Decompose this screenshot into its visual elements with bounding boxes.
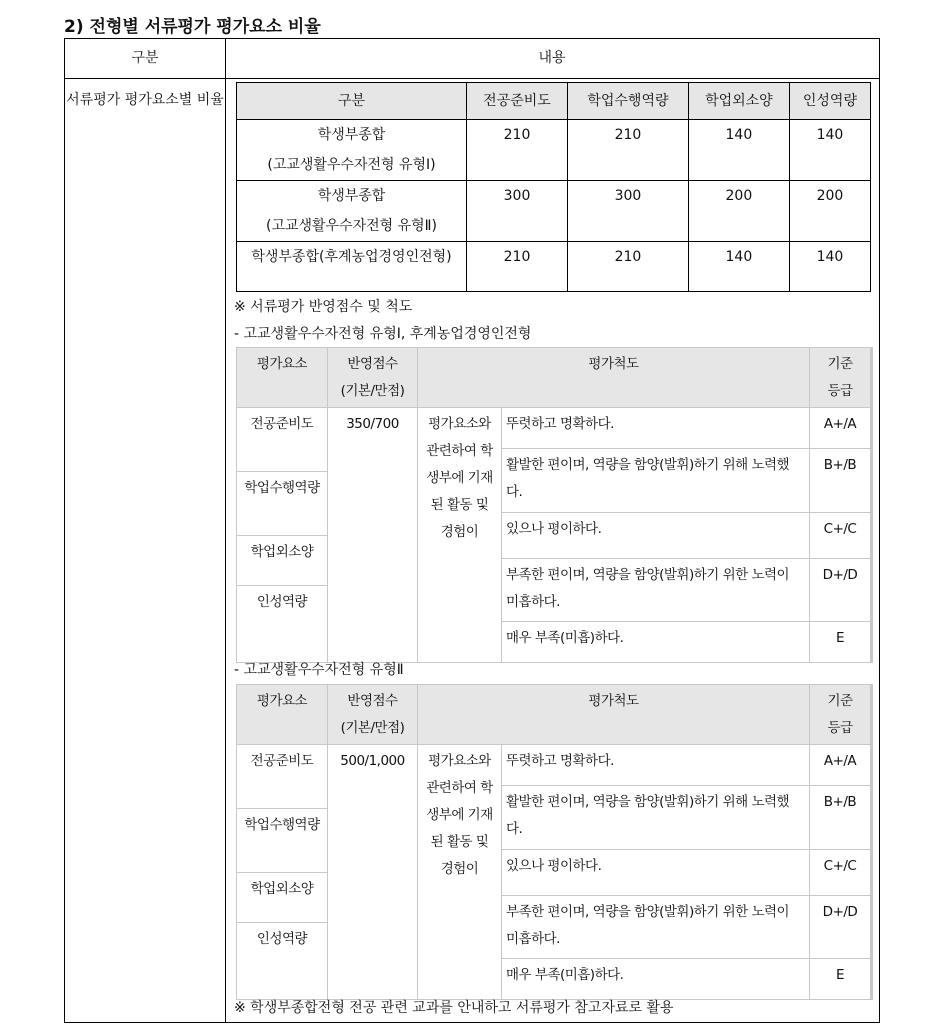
ratio-header: 학업수행역량 bbox=[567, 83, 688, 120]
grade-cell: E bbox=[810, 959, 870, 999]
grade-cell: B+/B bbox=[810, 449, 870, 512]
element-cell: 학업수행역량 bbox=[237, 472, 327, 535]
ratio-cell: 210 bbox=[467, 242, 568, 292]
grade-cell: C+/C bbox=[810, 513, 870, 558]
header-grade-sub: 등급 bbox=[827, 383, 853, 399]
scale-table-type1 bbox=[236, 347, 873, 663]
row-sub: (고교생활우수자전형 유형Ⅱ) bbox=[265, 218, 438, 234]
ratio-header: 인성역량 bbox=[789, 83, 870, 120]
note-scale: ※ 서류평가 반영점수 및 척도 bbox=[234, 299, 413, 315]
header-grade-text: 기준 bbox=[827, 693, 853, 709]
header-score-sub: (기본/만점) bbox=[340, 720, 405, 736]
outer-header-content: 내용 bbox=[225, 39, 879, 79]
ratio-cell: 210 bbox=[567, 120, 688, 181]
ratio-header: 구분 bbox=[237, 83, 467, 120]
ratio-cell: 300 bbox=[467, 181, 568, 242]
criteria-cell: 부족한 편이며, 역량을 함양(발휘)하기 위한 노력이 미흡하다. bbox=[502, 559, 809, 621]
element-cell: 인성역량 bbox=[237, 586, 327, 662]
criteria-cell: 활발한 편이며, 역량을 함양(발휘)하기 위해 노력했다. bbox=[502, 449, 809, 512]
grade-cell: C+/C bbox=[810, 850, 870, 895]
header-grade-text: 기준 bbox=[827, 356, 853, 372]
table-row bbox=[237, 120, 871, 181]
header-score bbox=[328, 685, 417, 744]
element-cell: 전공준비도 bbox=[237, 408, 327, 471]
divider bbox=[225, 39, 226, 1022]
element-cell: 전공준비도 bbox=[237, 745, 327, 808]
header-grade bbox=[810, 685, 870, 744]
element-cell: 학업외소양 bbox=[237, 873, 327, 922]
ratio-cell: 200 bbox=[688, 181, 789, 242]
criteria-cell: 매우 부족(미흡)하다. bbox=[502, 959, 809, 999]
ratio-row-label bbox=[237, 120, 467, 181]
row-sub: (고교생활우수자전형 유형Ⅰ) bbox=[267, 157, 436, 173]
subheading-type1: - 고교생활우수자전형 유형Ⅰ, 후계농업경영인전형 bbox=[234, 326, 532, 342]
ratio-cell: 140 bbox=[789, 242, 870, 292]
criteria-cell: 매우 부족(미흡)하다. bbox=[502, 622, 809, 662]
criteria-cell: 부족한 편이며, 역량을 함양(발휘)하기 위한 노력이 미흡하다. bbox=[502, 896, 809, 958]
ratio-table bbox=[236, 82, 871, 292]
section-title: 2) 전형별 서류평가 평가요소 비율 bbox=[64, 17, 321, 37]
criteria-cell: 뚜렷하고 명확하다. bbox=[502, 408, 809, 448]
header-scale: 평가척도 bbox=[418, 685, 809, 744]
subheading-type2: - 고교생활우수자전형 유형Ⅱ bbox=[234, 662, 404, 678]
header-scale: 평가척도 bbox=[418, 348, 809, 407]
header-element: 평가요소 bbox=[237, 685, 327, 744]
basis-cell: 평가요소와 관련하여 학생부에 기재된 활동 및 경험이 bbox=[418, 745, 501, 999]
ratio-header: 학업외소양 bbox=[688, 83, 789, 120]
header-grade-sub: 등급 bbox=[827, 720, 853, 736]
row-name: 학생부종합 bbox=[317, 188, 386, 204]
row-name: 학생부종합 bbox=[317, 127, 386, 143]
outer-header-category: 구분 bbox=[65, 39, 225, 79]
header-score-text: 반영점수 bbox=[347, 693, 398, 709]
ratio-row-label bbox=[237, 181, 467, 242]
element-cell: 학업수행역량 bbox=[237, 809, 327, 872]
header-score bbox=[328, 348, 417, 407]
row-label: 서류평가 평가요소별 비율 bbox=[66, 92, 224, 108]
ratio-cell: 140 bbox=[688, 242, 789, 292]
criteria-cell: 있으나 평이하다. bbox=[502, 513, 809, 558]
header-element: 평가요소 bbox=[237, 348, 327, 407]
ratio-cell: 300 bbox=[567, 181, 688, 242]
grade-cell: B+/B bbox=[810, 786, 870, 849]
criteria-cell: 활발한 편이며, 역량을 함양(발휘)하기 위해 노력했다. bbox=[502, 786, 809, 849]
ratio-cell: 200 bbox=[789, 181, 870, 242]
header-grade bbox=[810, 348, 870, 407]
element-cell: 인성역량 bbox=[237, 923, 327, 999]
grade-cell: D+/D bbox=[810, 896, 870, 958]
scale-table-type2 bbox=[236, 684, 873, 1000]
score-cell: 500/1,000 bbox=[328, 745, 417, 999]
header-score-text: 반영점수 bbox=[347, 356, 398, 372]
grade-cell: A+/A bbox=[810, 745, 870, 785]
criteria-cell: 뚜렷하고 명확하다. bbox=[502, 745, 809, 785]
table-row bbox=[237, 242, 871, 292]
ratio-cell: 140 bbox=[789, 120, 870, 181]
basis-cell: 평가요소와 관련하여 학생부에 기재된 활동 및 경험이 bbox=[418, 408, 501, 662]
element-cell: 학업외소양 bbox=[237, 536, 327, 585]
ratio-row-label: 학생부종합(후계농업경영인전형) bbox=[237, 242, 467, 292]
score-cell: 350/700 bbox=[328, 408, 417, 662]
criteria-cell: 있으나 평이하다. bbox=[502, 850, 809, 895]
ratio-cell: 210 bbox=[467, 120, 568, 181]
ratio-header: 전공준비도 bbox=[467, 83, 568, 120]
grade-cell: E bbox=[810, 622, 870, 662]
header-score-sub: (기본/만점) bbox=[340, 383, 405, 399]
ratio-cell: 140 bbox=[688, 120, 789, 181]
footer-note: ※ 학생부종합전형 전공 관련 교과를 안내하고 서류평가 참고자료로 활용 bbox=[234, 1000, 674, 1016]
ratio-cell: 210 bbox=[567, 242, 688, 292]
grade-cell: D+/D bbox=[810, 559, 870, 621]
table-row bbox=[237, 181, 871, 242]
grade-cell: A+/A bbox=[810, 408, 870, 448]
